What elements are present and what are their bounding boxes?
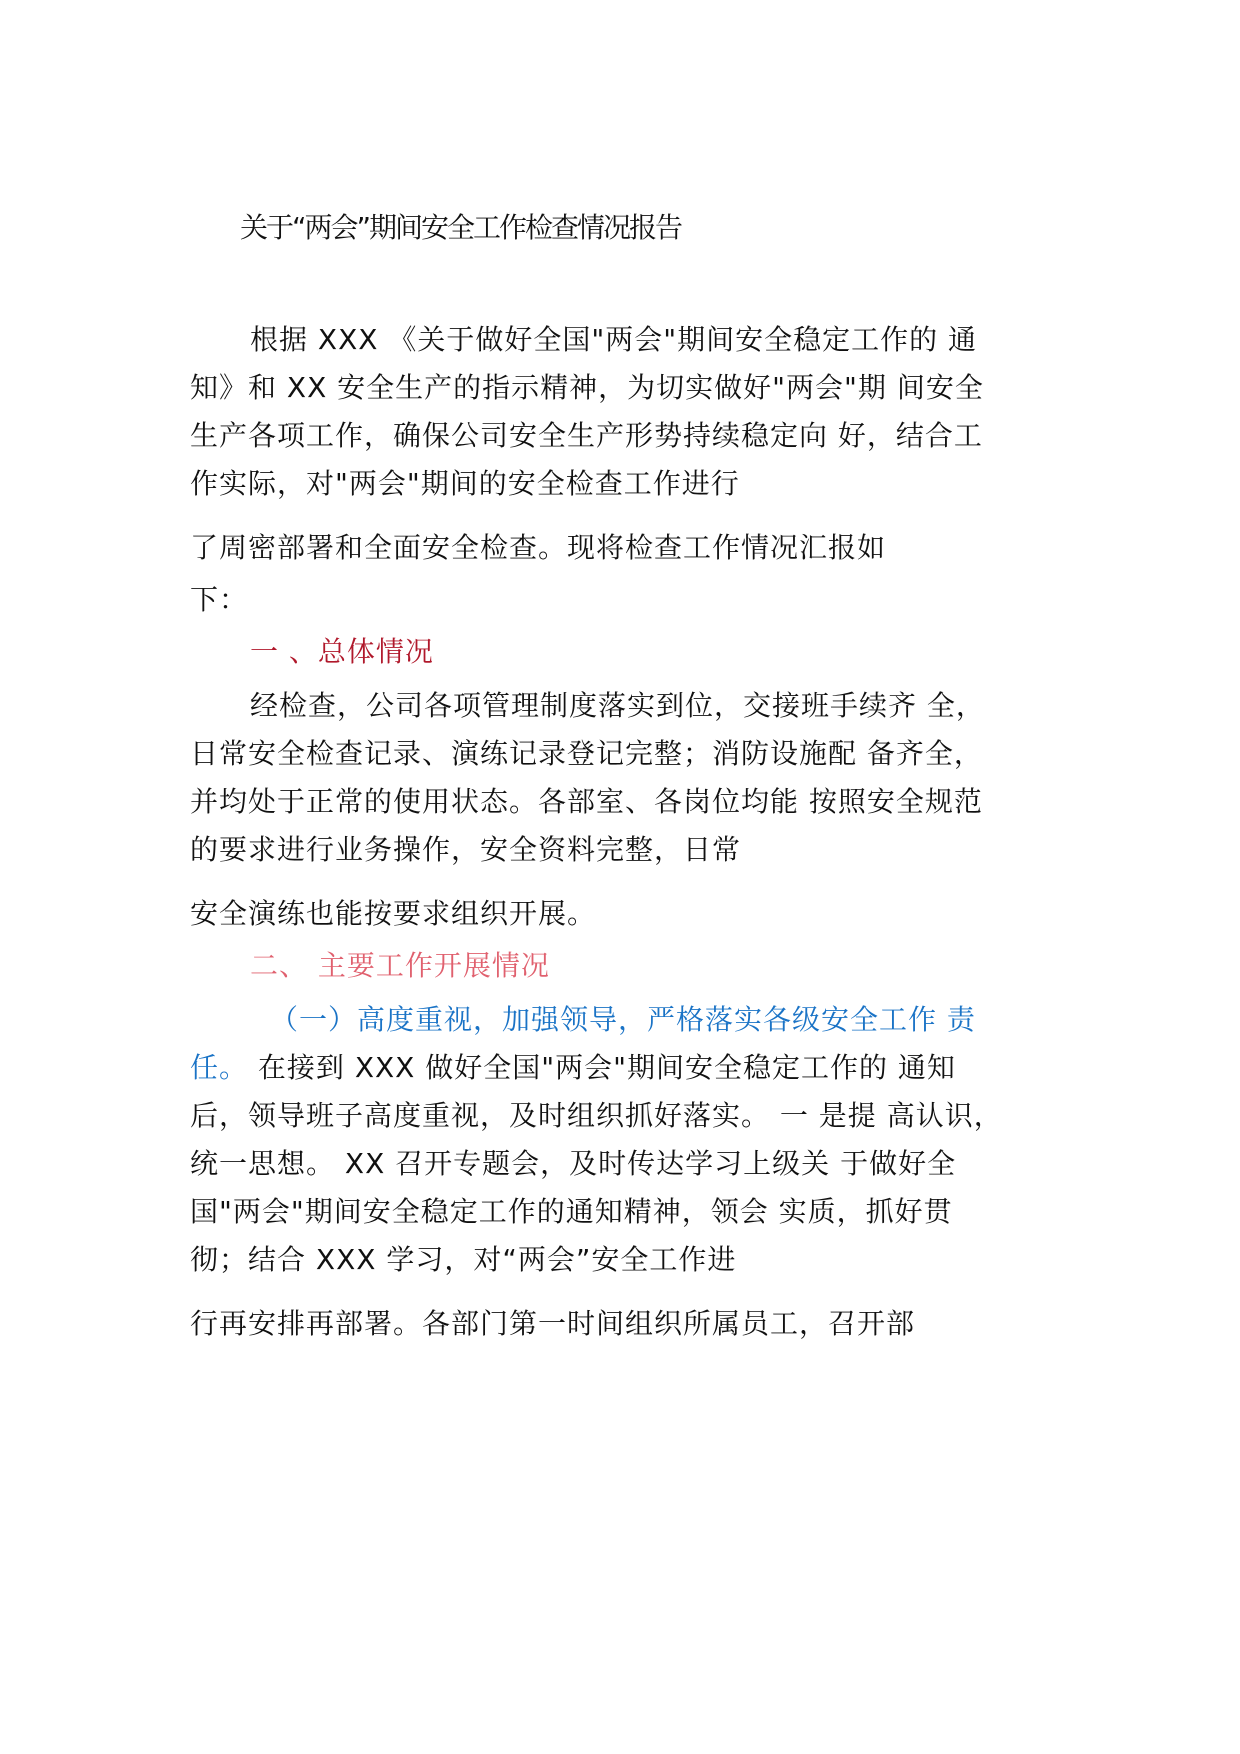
paragraph-line: 作实际，对"两会"期间的安全检查工作进行 xyxy=(190,467,740,500)
paragraph-line: 彻；结合 XXX 学习，对“两会”安全工作进 xyxy=(190,1243,737,1276)
paragraph-line: 了周密部署和全面安全检查。现将检查工作情况汇报如 xyxy=(190,531,887,564)
paragraph-line: 并均处于正常的使用状态。各部室、各岗位均能 按照安全规范 xyxy=(190,785,983,818)
paragraph-line: 后，领导班子高度重视，及时组织抓好落实。 一 是提 高认识， xyxy=(190,1099,1003,1132)
paragraph-line: 经检查，公司各项管理制度落实到位，交接班手续齐 全， xyxy=(250,689,985,722)
paragraph-line: 统一思想。 XX 召开专题会，及时传达学习上级关 于做好全 xyxy=(190,1147,957,1180)
paragraph-line: 根据 XXX 《关于做好全国"两会"期间安全稳定工作的 通 xyxy=(250,323,978,356)
paragraph-line xyxy=(190,1048,956,1088)
paragraph-line: 知》和 XX 安全生产的指示精神，为切实做好"两会"期 间安全 xyxy=(190,371,984,404)
paragraph-line: 下： xyxy=(190,583,249,616)
paragraph-line: 的要求进行业务操作，安全资料完整，日常 xyxy=(190,833,742,866)
subheading-first: （一）高度重视，加强领导，严格落实各级安全工作 责 xyxy=(270,1003,976,1036)
paragraph-line: 国"两会"期间安全稳定工作的通知精神，领会 实质，抓好贯 xyxy=(190,1195,953,1228)
paragraph-line: 安全演练也能按要求组织开展。 xyxy=(190,897,597,930)
section-heading-overall: 一 、总体情况 xyxy=(250,635,434,668)
paragraph-line: 生产各项工作，确保公司安全生产形势持续稳定向 好，结合工 xyxy=(190,419,983,452)
paragraph-text: 在接到 XXX 做好全国"两会"期间安全稳定工作的 通知 xyxy=(248,1051,956,1084)
section-heading-main-work: 二、 主要工作开展情况 xyxy=(250,949,550,982)
paragraph-line: 行再安排再部署。各部门第一时间组织所属员工，召开部 xyxy=(190,1307,916,1340)
subheading-first-end: 任。 xyxy=(190,1051,249,1084)
document-title: 关于“两会”期间安全工作检查情况报告 xyxy=(240,211,682,244)
paragraph-line: 日常安全检查记录、演练记录登记完整；消防设施配 备齐全， xyxy=(190,737,983,770)
